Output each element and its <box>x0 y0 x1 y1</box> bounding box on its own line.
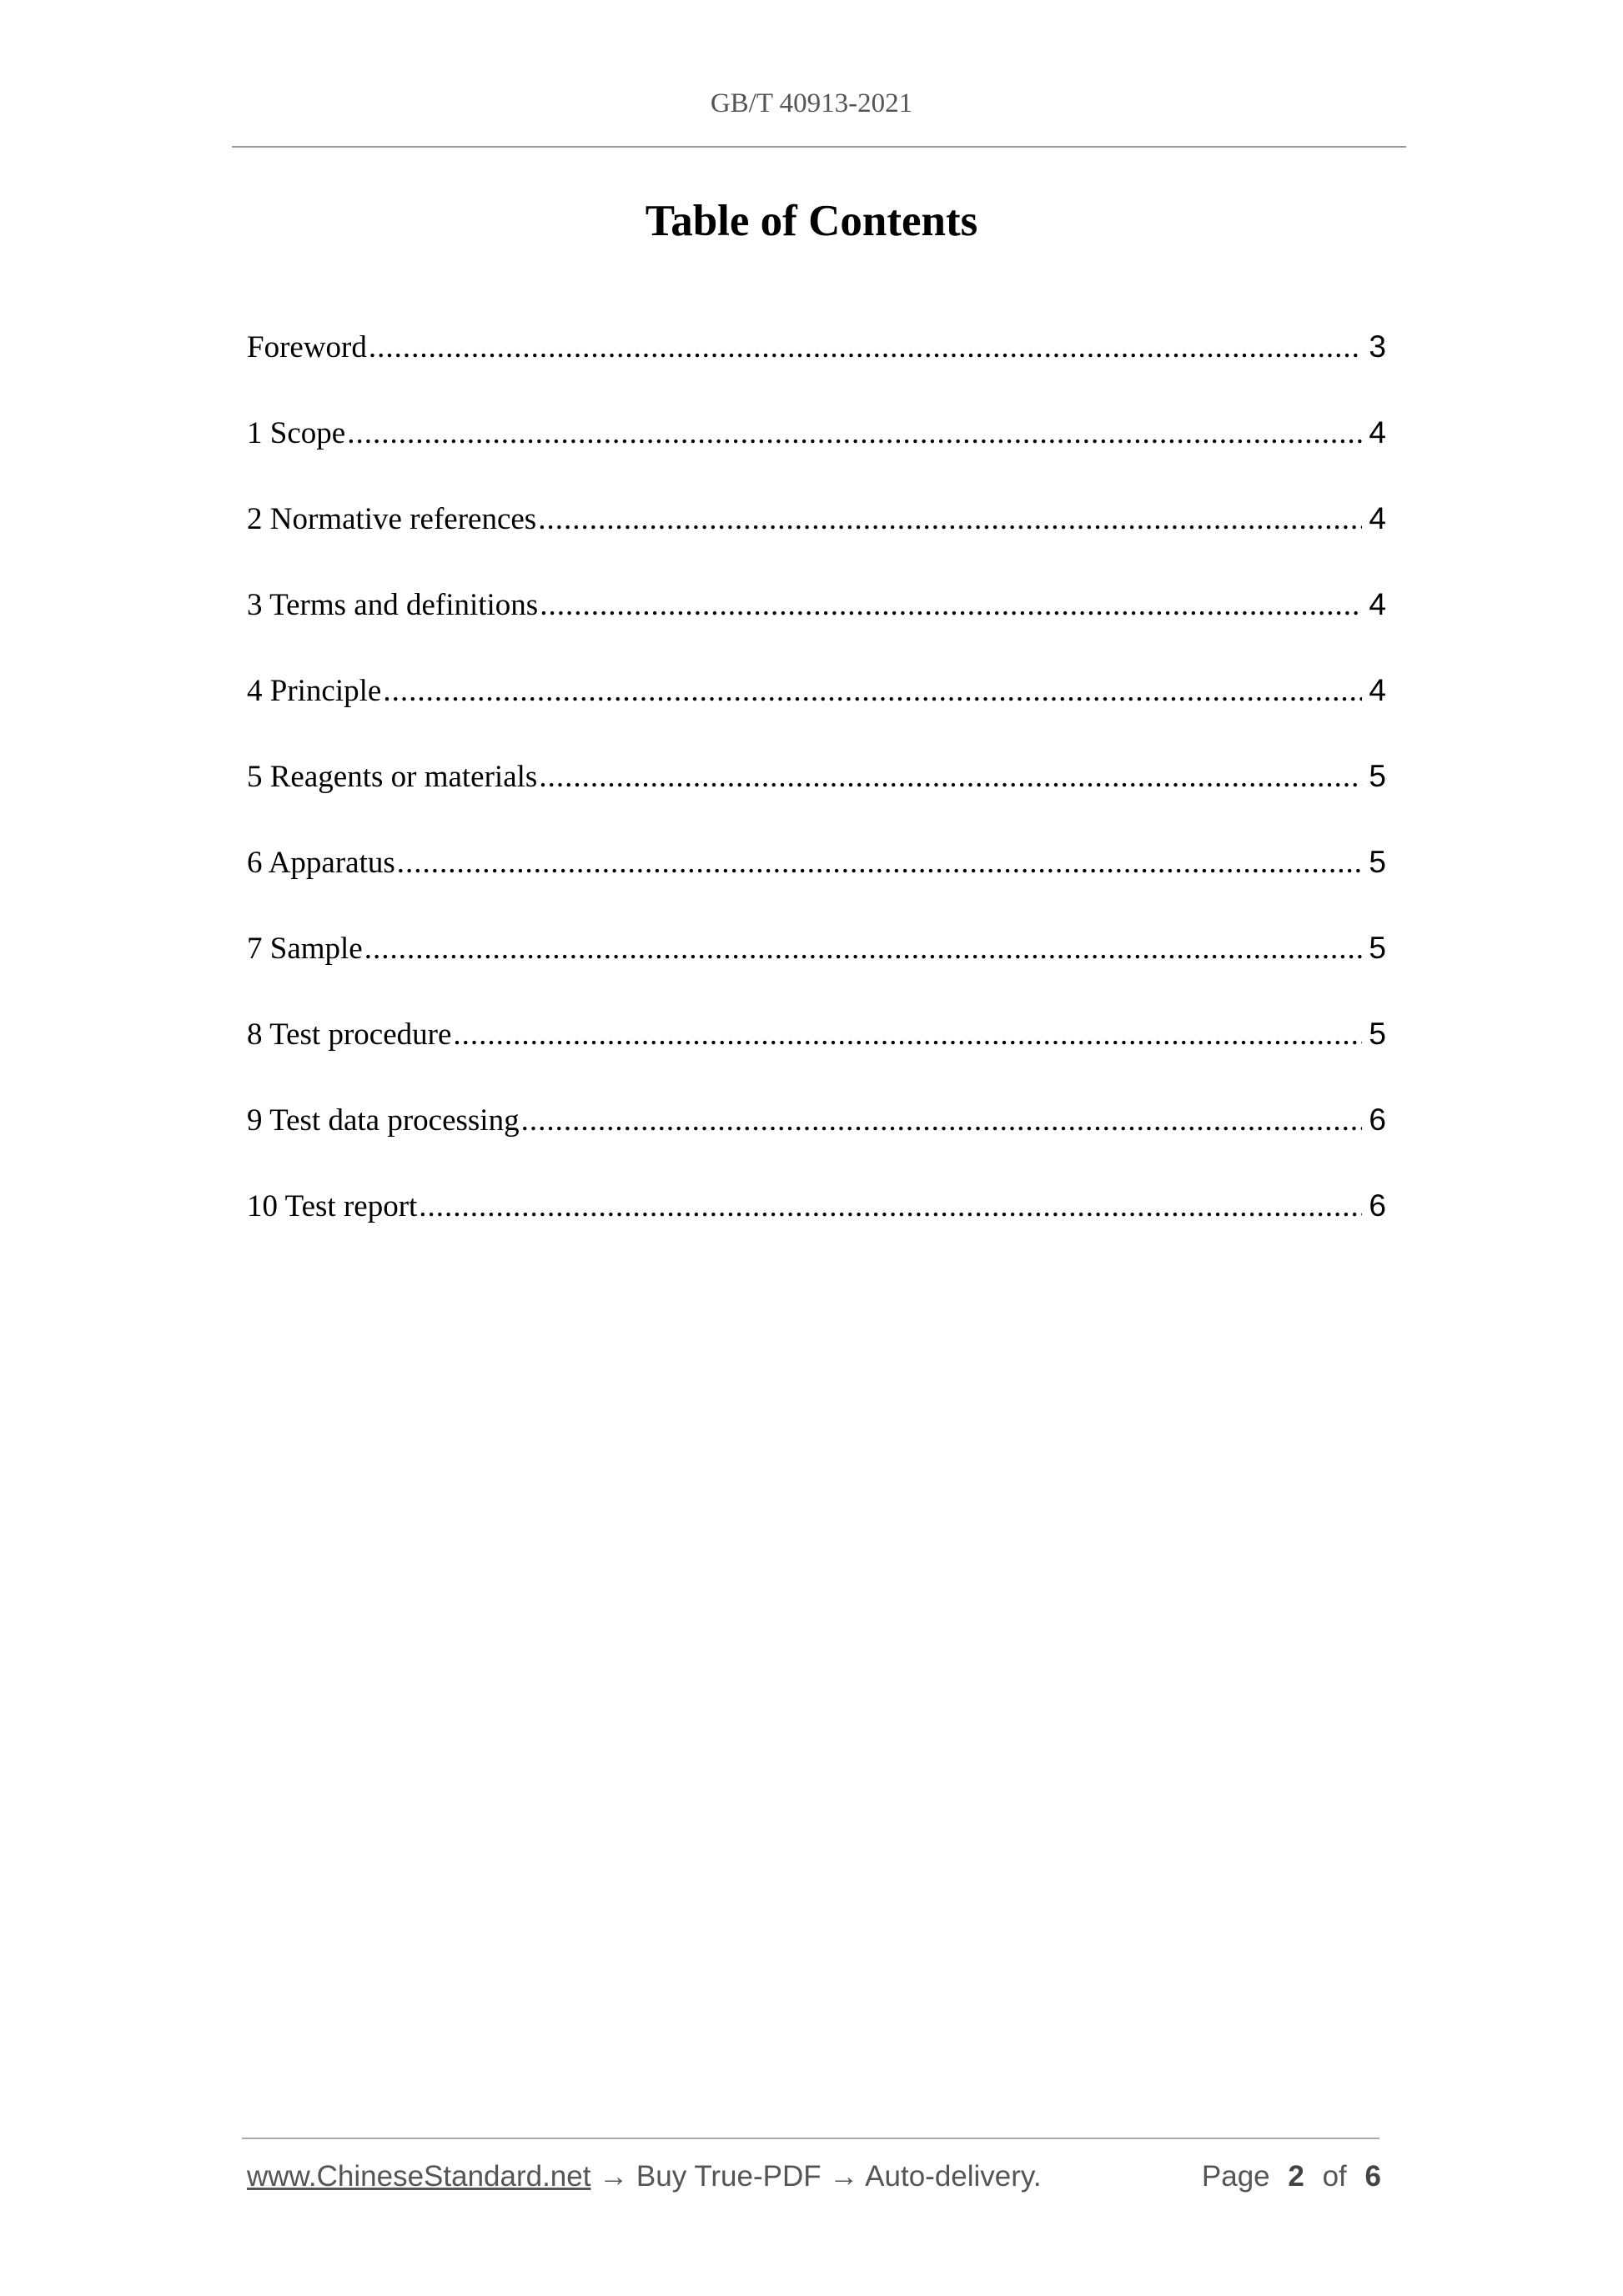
page-footer <box>247 2160 1381 2193</box>
toc-entry-page: 4 <box>1369 587 1386 621</box>
toc-leader-dots <box>383 673 1362 709</box>
toc-entry-normative-references[interactable] <box>247 501 1386 587</box>
toc-entry-page: 6 <box>1369 1103 1386 1137</box>
toc-entry-label: 1 Scope <box>247 416 346 450</box>
toc-entry-foreword[interactable] <box>247 329 1386 415</box>
toc-entry-label: 10 Test report <box>247 1189 418 1223</box>
toc-leader-dots <box>539 759 1362 795</box>
toc-entry-label: 6 Apparatus <box>247 846 395 880</box>
toc-entry-reagents-or-materials[interactable] <box>247 759 1386 845</box>
toc-entry-label: 3 Terms and definitions <box>247 588 539 622</box>
toc-entry-page: 4 <box>1369 501 1386 535</box>
toc-entry-page: 3 <box>1369 329 1386 364</box>
current-page-number: 2 <box>1288 2160 1304 2193</box>
document-id-header: GB/T 40913-2021 <box>710 88 913 118</box>
toc-entry-page: 4 <box>1369 673 1386 707</box>
toc-entry-principle[interactable] <box>247 673 1386 759</box>
toc-leader-dots <box>521 1103 1363 1138</box>
toc-entry-page: 5 <box>1369 759 1386 793</box>
page-word: Page <box>1201 2160 1270 2193</box>
page-indicator <box>1202 2160 1381 2193</box>
toc-entry-terms-and-definitions[interactable] <box>247 587 1386 673</box>
toc-entry-scope[interactable] <box>247 415 1386 501</box>
toc-entry-page: 5 <box>1369 1017 1386 1051</box>
toc-entry-label: Foreword <box>247 330 367 364</box>
toc-entry-label: 8 Test procedure <box>247 1017 452 1052</box>
toc-entry-test-report[interactable] <box>247 1188 1386 1274</box>
toc-entry-page: 5 <box>1369 845 1386 879</box>
toc-leader-dots <box>347 415 1362 451</box>
toc-entry-apparatus[interactable] <box>247 845 1386 931</box>
toc-leader-dots <box>453 1017 1362 1053</box>
footer-divider <box>242 2138 1379 2139</box>
of-word: of <box>1322 2160 1347 2193</box>
toc-entry-label: 2 Normative references <box>247 502 537 536</box>
footer-tagline: → Buy True-PDF → Auto-delivery. <box>590 2160 1042 2193</box>
toc-leader-dots <box>540 587 1362 623</box>
toc-leader-dots <box>369 329 1363 365</box>
page-title: Table of Contents <box>645 197 978 245</box>
toc-leader-dots <box>397 845 1363 881</box>
toc-entry-label: 5 Reagents or materials <box>247 760 538 794</box>
header-divider <box>232 146 1406 148</box>
website-link[interactable]: www.ChineseStandard.net <box>247 2160 591 2193</box>
footer-promo <box>247 2160 1042 2193</box>
toc-entry-label: 4 Principle <box>247 674 382 708</box>
toc-leader-dots <box>538 501 1362 537</box>
toc-leader-dots <box>364 931 1363 967</box>
toc-entry-label: 7 Sample <box>247 932 363 966</box>
table-of-contents <box>247 329 1386 1274</box>
toc-leader-dots <box>419 1188 1362 1224</box>
toc-entry-page: 4 <box>1369 415 1386 450</box>
toc-entry-page: 6 <box>1369 1188 1386 1223</box>
toc-entry-label: 9 Test data processing <box>247 1103 520 1138</box>
toc-entry-sample[interactable] <box>247 931 1386 1017</box>
toc-entry-page: 5 <box>1369 931 1386 965</box>
toc-entry-test-procedure[interactable] <box>247 1017 1386 1103</box>
toc-entry-test-data-processing[interactable] <box>247 1103 1386 1188</box>
total-page-count: 6 <box>1364 2160 1381 2193</box>
